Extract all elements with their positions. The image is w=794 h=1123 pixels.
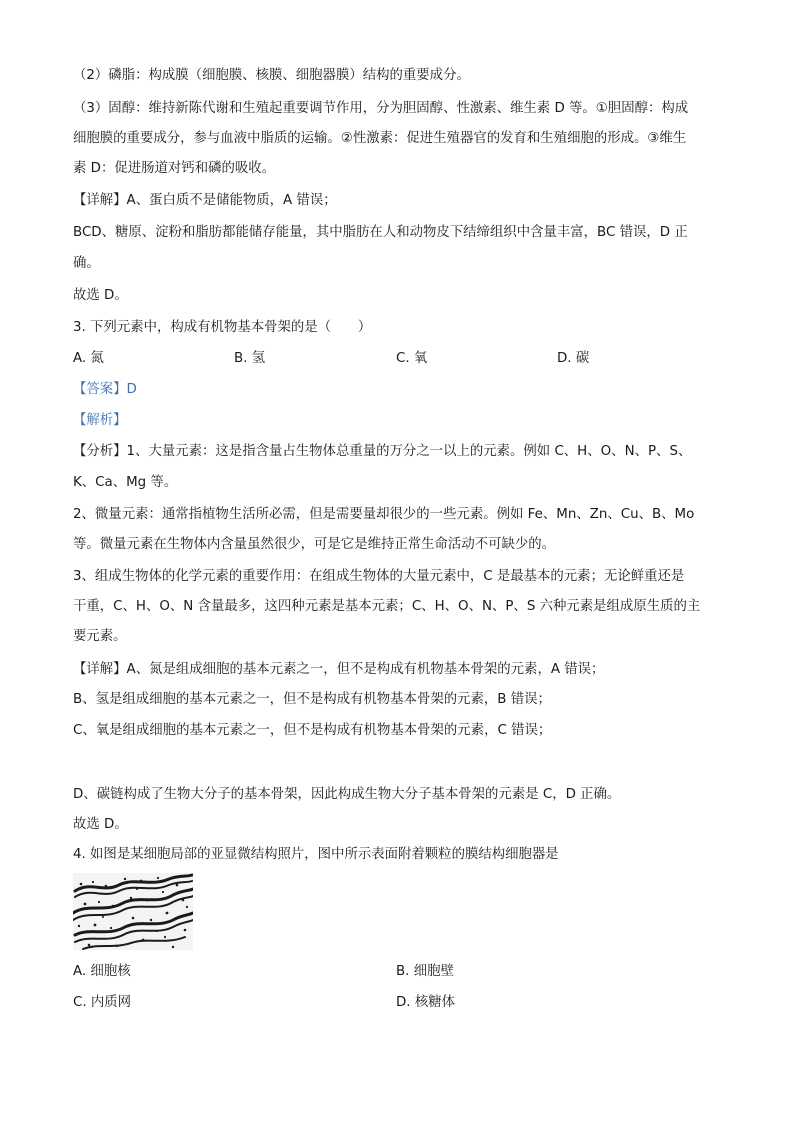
q3-analysis-line-7: 要元素。 <box>73 629 127 644</box>
q4-option-d: D. 核糖体 <box>396 995 455 1010</box>
q4-option-a: A. 细胞核 <box>73 964 131 979</box>
q3-analysis-line-4: 等。微量元素在生物体内含量虽然很少，可是它是维持正常生命活动不可缺少的。 <box>73 537 556 552</box>
q3-option-d: D. 碳 <box>557 351 590 366</box>
q3-analysis-line-3: 2、微量元素：通常指植物生活所必需，但是需要量却很少的一些元素。例如 Fe、Mn、Zn、Cu、B、Mo <box>73 507 695 522</box>
q3-detail-line-3: C、氧是组成细胞的基本元素之一，但不是构成有机物基本骨架的元素，C 错误； <box>73 723 552 738</box>
q3-analysis-line-5: 3、组成生物体的化学元素的重要作用：在组成生物体的大量元素中，C 是最基本的元素；无论鲜重还是 <box>73 569 685 584</box>
q3-option-a: A. 氮 <box>73 351 104 366</box>
q3-choice: 故选 D。 <box>73 817 128 832</box>
q3-detail-line-4: D、碳链构成了生物大分子的基本骨架，因此构成生物大分子基本骨架的元素是 C，D 正确。 <box>73 787 621 802</box>
q4-option-b: B. 细胞壁 <box>396 964 454 979</box>
q3-detail-line-1: 【详解】A、氮是组成细胞的基本元素之一，但不是构成有机物基本骨架的元素，A 错误； <box>73 662 605 677</box>
question-3-stem: 3. 下列元素中，构成有机物基本骨架的是（ ） <box>73 320 372 335</box>
q3-analysis-line-1: 【分析】1、大量元素：这是指含量占生物体总重量的万分之一以上的元素。例如 C、H、O、N、P、S、 <box>73 444 692 459</box>
q2-choice: 故选 D。 <box>73 288 128 303</box>
q3-analysis-line-2: K、Ca、Mg 等。 <box>73 475 178 490</box>
q3-option-b: B. 氢 <box>234 351 266 366</box>
q3-analysis-label: 【解析】 <box>73 413 127 428</box>
sterol-paragraph-line-2: 细胞膜的重要成分，参与血液中脂质的运输。②性激素：促进生殖器官的发育和生殖细胞的形成。③维生 <box>73 131 687 146</box>
phospholipid-paragraph: （2）磷脂：构成膜（细胞膜、核膜、细胞器膜）结构的重要成分。 <box>73 68 470 83</box>
q3-option-c: C. 氧 <box>396 351 428 366</box>
q4-option-c: C. 内质网 <box>73 995 132 1010</box>
sterol-paragraph-line-3: 素 D：促进肠道对钙和磷的吸收。 <box>73 161 276 176</box>
sterol-paragraph-line-1: （3）固醇：维持新陈代谢和生殖起重要调节作用，分为胆固醇、性激素、维生素 D 等。①胆固醇：构成 <box>73 101 689 116</box>
q3-detail-line-2: B、氢是组成细胞的基本元素之一，但不是构成有机物基本骨架的元素，B 错误； <box>73 692 551 707</box>
question-4-stem: 4. 如图是某细胞局部的亚显微结构照片，图中所示表面附着颗粒的膜结构细胞器是 <box>73 847 559 862</box>
q2-detail-line-2: BCD、糖原、淀粉和脂肪都能储存能量，其中脂肪在人和动物皮下结缔组织中含量丰富，BC 错误，D 正 <box>73 225 688 240</box>
q3-answer: 【答案】D <box>73 382 137 397</box>
q2-detail-line-1: 【详解】A、蛋白质不是储能物质，A 错误； <box>73 193 337 208</box>
q2-detail-line-3: 确。 <box>73 256 100 271</box>
q3-analysis-line-6: 干重，C、H、O、N 含量最多，这四种元素是基本元素；C、H、O、N、P、S 六种元素是组成原生质的主 <box>73 599 701 614</box>
micrograph-image <box>73 873 193 950</box>
